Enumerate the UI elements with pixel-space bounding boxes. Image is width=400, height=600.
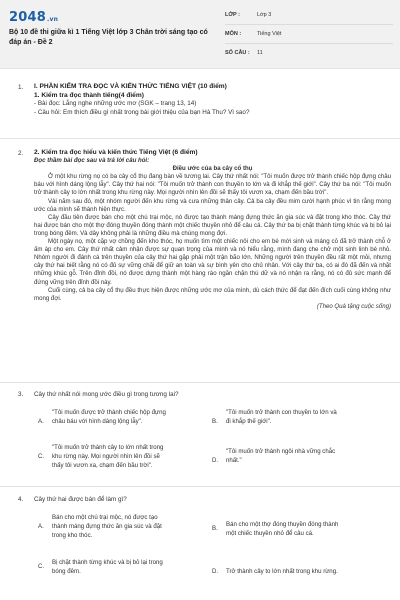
story-paragraph: Ở một khu rừng nọ có ba cây cổ thụ đang bàn về tương lai. Cây thứ nhất nói: "Tôi muốn được trở thành chiếc hộp đựng châu báu với hình dáng lộng lẫy". Cây thứ hai nói: "Tôi muốn trở thành con thuyền to lớn và đi khắp thế giới". Cây thứ ba nói: "Tôi muốn trở thành cây to lớn nhất trong khu rừng này. Mọi người nhìn lên đồi sẽ thấy tôi vươn xa, chạm đến bầu trời". bbox=[34, 173, 391, 197]
option-text bbox=[226, 408, 337, 426]
logo-domain: .vn bbox=[46, 16, 59, 23]
option-text bbox=[226, 520, 338, 538]
answer-option-b[interactable] bbox=[212, 408, 390, 438]
option-line: Trở thành cây to lớn nhất trong khu rừng. bbox=[226, 568, 338, 575]
question-text: Cây thứ nhất nói mong ước điều gì trong tương lai? bbox=[34, 391, 179, 398]
option-letter: A. bbox=[38, 523, 44, 530]
section-title: I. PHẦN KIỂM TRA ĐỌC VÀ KIẾN THỨC TIẾNG VIỆT (10 điểm) bbox=[34, 83, 227, 90]
option-letter: A. bbox=[38, 418, 44, 425]
option-line: trong kho thóc. bbox=[52, 532, 93, 540]
meta-row-count bbox=[225, 44, 393, 62]
story-paragraph: Một ngày nọ, một cặp vợ chồng đến kho thóc, họ muốn tìm một chiếc nôi cho em bé mới sinh và máng cỏ đã trở thành chỗ ở ấm áp cho em. Cây thứ nhất cảm nhận được sự quan trọng của mình và nó hiểu rằng, mình đang che chở một sinh linh bé nhỏ. Nhóm người đi đánh cá trên thuyền của cây thứ hai gặp phải một trận bão lớn. Những người trên thuyền đều rất một mỏi, nhưng cây thứ hai biết rằng nó có đủ sự vững chãi để giữ an toàn và sự bình yên cho chủ nhân. Với cây thứ ba, có ai đó đã đến và nhặt những khúc gỗ. Trên đỉnh đồi, nó được dựng thành một hàng rào ngăn chặn thú dữ và nó nhận ra rằng, nó có đủ sức mạnh để đứng vững trên đỉnh đồi này. bbox=[34, 238, 391, 286]
reading-passage bbox=[34, 149, 391, 311]
logo-text: 2048 bbox=[9, 10, 46, 25]
question-line: - Câu hỏi: Em thích điều gì nhất trong bài giới thiệu của bạn Hà Thu? Vì sao? bbox=[34, 108, 250, 116]
answer-option-c[interactable] bbox=[38, 558, 206, 584]
option-letter: C. bbox=[38, 453, 45, 460]
meta-key: SỐ CÂU : bbox=[225, 50, 250, 56]
option-letter: B. bbox=[212, 525, 218, 532]
option-text bbox=[226, 447, 335, 465]
option-text bbox=[52, 513, 162, 541]
story-paragraph: Vài năm sau đó, một nhóm người đến khu rừng và cưa những thân cây. Cả ba cây đều mim cười hạnh phúc vì tin rằng mong ước của mình sẽ thành hiện thực. bbox=[34, 197, 391, 213]
subsection-title: 1. Kiểm tra đọc thành tiếng(4 điểm) bbox=[34, 91, 144, 99]
option-letter: B. bbox=[212, 418, 218, 425]
option-text bbox=[52, 443, 163, 471]
option-line: một chiếc thuyền nhỏ để câu cá. bbox=[226, 530, 314, 538]
divider bbox=[0, 138, 400, 139]
option-line: đi khắp thế giới". bbox=[226, 418, 272, 426]
option-text bbox=[52, 558, 163, 576]
option-line: châu báu với hình dáng lộng lẫy". bbox=[52, 418, 143, 426]
instruction-text: Đọc thầm bài đọc sau và trả lời câu hỏi: bbox=[34, 157, 150, 165]
option-line: thành máng đựng thức ăn gia súc và đặt bbox=[52, 523, 162, 531]
section-heading: 2. Kiểm tra đọc hiểu và kiến thức Tiếng Việt (6 điểm) bbox=[34, 149, 198, 156]
story-source: (Theo Quà tặng cuộc sống) bbox=[316, 302, 391, 310]
divider bbox=[0, 382, 400, 383]
worksheet-header bbox=[0, 0, 400, 69]
site-logo[interactable] bbox=[9, 10, 58, 25]
option-line: Bán cho một thợ đóng thuyền đóng thành bbox=[226, 521, 339, 528]
option-line: Bị chặt thành từng khúc và bị bỏ lại trong bbox=[52, 559, 163, 566]
answer-option-d[interactable] bbox=[212, 567, 390, 581]
option-line: "Tôi muốn được trở thành chiếc hộp đựng bbox=[52, 409, 166, 416]
meta-row-class bbox=[225, 6, 393, 25]
option-text bbox=[52, 408, 166, 426]
option-line: "Tôi muốn trở thành ngôi nhà vững chắc bbox=[226, 448, 336, 455]
question-number: 1. bbox=[18, 84, 24, 91]
question-body bbox=[34, 83, 389, 117]
question-text: Cây thứ hai được bán để làm gì? bbox=[34, 496, 127, 503]
meta-table bbox=[225, 6, 393, 62]
question-number: 2. bbox=[18, 150, 24, 157]
answer-option-d[interactable] bbox=[212, 447, 390, 477]
story-paragraph: Cây đầu tiên được bán cho một chú trại mộc, nó được tạo thành máng đựng thức ăn gia súc và đặt trong kho thóc. Cây thứ hai được bán cho một thợ đóng thuyền đóng thành một chiếc thuyền nhỏ để câu cá. Cây thứ ba bị chặt thành từng khúc và bị bỏ lại trong bóng đêm. Và dây không phải là những điều mà chúng mong đợi. bbox=[34, 213, 391, 237]
question-number: 4. bbox=[18, 496, 24, 503]
option-letter: C. bbox=[38, 563, 45, 570]
story-paragraph: Cuối cùng, cả ba cây cổ thụ đều thực hiện được những ước mơ của mình, dù cách thức để đạt đến đích cuối cùng không như mong đợi. bbox=[34, 286, 391, 302]
option-line: khu rừng này. Mọi người nhìn lên đồi sẽ bbox=[52, 453, 160, 461]
meta-value: Lớp 3 bbox=[257, 12, 272, 18]
answer-option-b[interactable] bbox=[212, 520, 390, 546]
option-text bbox=[226, 567, 338, 576]
answer-option-a[interactable] bbox=[38, 408, 206, 438]
option-line: Bán cho một chú trại mộc, nó được tạo bbox=[52, 514, 158, 521]
meta-value: Tiếng Việt bbox=[257, 31, 282, 37]
reading-line: - Bài đọc: Lắng nghe những ước mơ (SGK – trang 13, 14) bbox=[34, 100, 197, 108]
meta-key: MÔN : bbox=[225, 31, 242, 37]
option-line: bóng đêm. bbox=[52, 568, 81, 576]
story-title: Điều ước của ba cây cổ thụ bbox=[172, 165, 253, 173]
meta-key: LỚP : bbox=[225, 12, 240, 18]
option-letter: D. bbox=[212, 568, 219, 575]
document-title: Bộ 10 đề thi giữa kì 1 Tiếng Việt lớp 3 Chân trời sáng tạo có đáp án - Đề 2 bbox=[9, 29, 208, 46]
option-line: "Tôi muốn trở thành con thuyền to lớn và bbox=[226, 409, 337, 416]
answer-option-a[interactable] bbox=[38, 513, 206, 549]
option-line: "Tôi muốn trở thành cây to lớn nhất trong bbox=[52, 444, 164, 451]
option-line: nhất." bbox=[226, 457, 242, 465]
option-line: thấy tôi vươn xa, chạm đến bầu trời". bbox=[52, 462, 153, 470]
answer-option-c[interactable] bbox=[38, 443, 206, 479]
option-letter: D. bbox=[212, 457, 219, 464]
meta-row-subject bbox=[225, 25, 393, 44]
meta-value: 11 bbox=[257, 50, 263, 56]
question-number: 3. bbox=[18, 391, 24, 398]
divider bbox=[0, 486, 400, 487]
